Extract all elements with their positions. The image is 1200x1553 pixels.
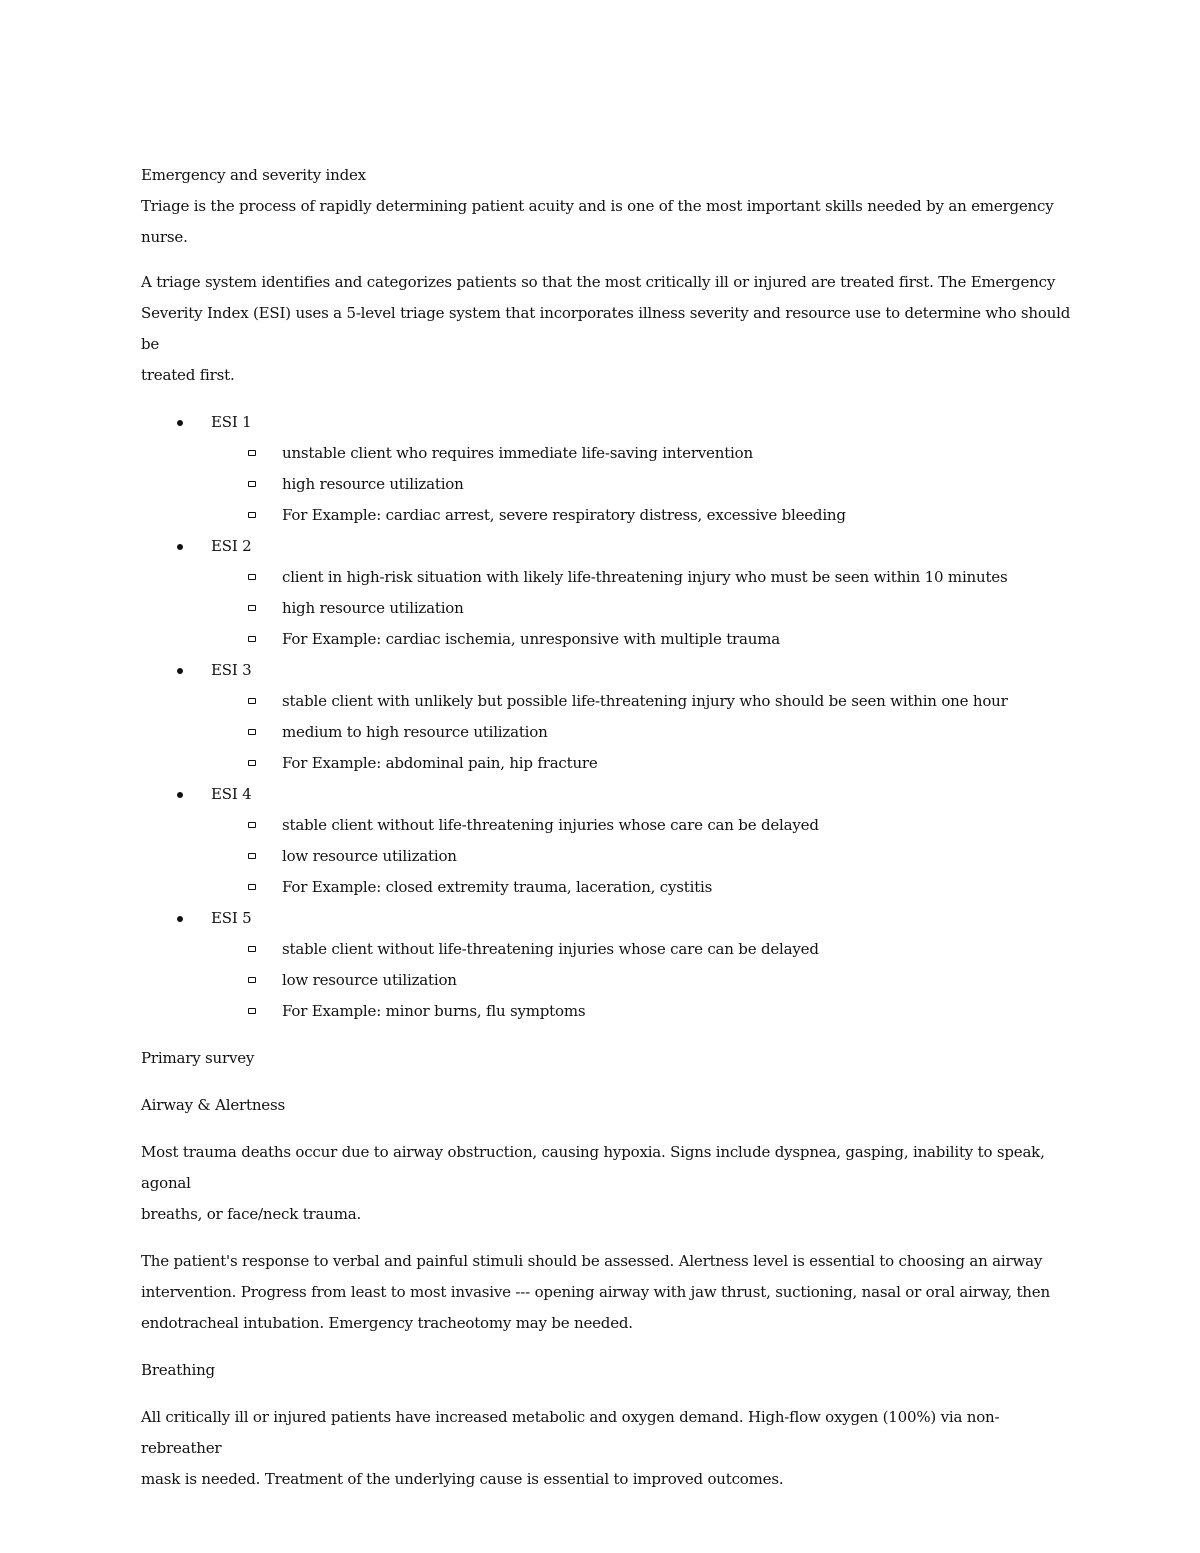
esi-detail-text: client in high-risk situation with likely life-threatening injury who must be seen within 10 minutes bbox=[282, 568, 1008, 586]
esi-detail-text: high resource utilization bbox=[282, 599, 464, 617]
paragraph-line: breaths, or face/neck trauma. bbox=[141, 1205, 362, 1223]
paragraph-line: The patient's response to verbal and painful stimuli should be assessed. Alertness level is essential to choosing an airway bbox=[141, 1252, 1043, 1270]
sub-bullet-icon bbox=[248, 512, 256, 518]
esi-detail-item bbox=[141, 500, 1071, 531]
paragraph-line: All critically ill or injured patients have increased metabolic and oxygen demand. High-flow oxygen (100%) via non-rebreather bbox=[141, 1408, 1000, 1457]
esi-detail-text: low resource utilization bbox=[282, 847, 457, 865]
sub-bullet-icon bbox=[248, 760, 256, 766]
esi-level-label: ESI 4 bbox=[211, 785, 252, 803]
paragraph-line: mask is needed. Treatment of the underlying cause is essential to improved outcomes. bbox=[141, 1470, 784, 1488]
bullet-icon bbox=[177, 544, 183, 550]
esi-level-label: ESI 2 bbox=[211, 537, 252, 555]
esi-detail-text: For Example: minor burns, flu symptoms bbox=[282, 1002, 586, 1020]
sub-bullet-icon bbox=[248, 698, 256, 704]
esi-detail-item bbox=[141, 624, 1071, 655]
esi-detail-item bbox=[141, 593, 1071, 624]
esi-detail-text: low resource utilization bbox=[282, 971, 457, 989]
esi-detail-item bbox=[141, 934, 1071, 965]
esi-detail-item bbox=[141, 810, 1071, 841]
esi-detail-text: For Example: abdominal pain, hip fracture bbox=[282, 754, 598, 772]
sub-bullet-icon bbox=[248, 1008, 256, 1014]
bullet-icon bbox=[177, 668, 183, 674]
esi-detail-text: stable client without life-threatening injuries whose care can be delayed bbox=[282, 940, 819, 958]
esi-detail-text: stable client without life-threatening injuries whose care can be delayed bbox=[282, 816, 819, 834]
esi-level-label: ESI 1 bbox=[211, 413, 252, 431]
bullet-icon bbox=[177, 420, 183, 426]
document-page bbox=[141, 160, 1071, 1511]
paragraph-line: intervention. Progress from least to most invasive --- opening airway with jaw thrust, suctioning, nasal or oral airway, then bbox=[141, 1283, 1050, 1301]
esi-detail-item bbox=[141, 841, 1071, 872]
bullet-icon bbox=[177, 916, 183, 922]
sub-bullet-icon bbox=[248, 574, 256, 580]
esi-level-item bbox=[141, 531, 1071, 562]
esi-detail-item bbox=[141, 686, 1071, 717]
paragraph-line: Most trauma deaths occur due to airway obstruction, causing hypoxia. Signs include dyspnea, gasping, inability to speak, agonal bbox=[141, 1143, 1045, 1192]
esi-detail-item bbox=[141, 748, 1071, 779]
esi-detail-text: medium to high resource utilization bbox=[282, 723, 548, 741]
esi-detail-item bbox=[141, 562, 1071, 593]
intro-paragraph: Triage is the process of rapidly determining patient acuity and is one of the most important skills needed by an emergency nurse. bbox=[141, 197, 1054, 246]
esi-detail-item bbox=[141, 965, 1071, 996]
esi-level-item bbox=[141, 779, 1071, 810]
paragraph-line: A triage system identifies and categorizes patients so that the most critically ill or injured are treated first. The Emergency bbox=[141, 273, 1056, 291]
esi-detail-text: For Example: closed extremity trauma, laceration, cystitis bbox=[282, 878, 713, 896]
sub-bullet-icon bbox=[248, 605, 256, 611]
esi-detail-text: For Example: cardiac arrest, severe respiratory distress, excessive bleeding bbox=[282, 506, 846, 524]
breathing-heading: Breathing bbox=[141, 1361, 215, 1379]
sub-bullet-icon bbox=[248, 481, 256, 487]
esi-level-label: ESI 5 bbox=[211, 909, 252, 927]
esi-detail-item bbox=[141, 717, 1071, 748]
bullet-icon bbox=[177, 792, 183, 798]
sub-bullet-icon bbox=[248, 636, 256, 642]
sub-bullet-icon bbox=[248, 853, 256, 859]
paragraph-line: treated first. bbox=[141, 366, 235, 384]
sub-bullet-icon bbox=[248, 729, 256, 735]
airway-heading: Airway & Alertness bbox=[141, 1096, 285, 1114]
sub-bullet-icon bbox=[248, 977, 256, 983]
esi-detail-text: unstable client who requires immediate life-saving intervention bbox=[282, 444, 753, 462]
esi-detail-item bbox=[141, 438, 1071, 469]
esi-level-item bbox=[141, 407, 1071, 438]
paragraph-line: Severity Index (ESI) uses a 5-level triage system that incorporates illness severity and resource use to determine who should be bbox=[141, 304, 1071, 353]
airway-paragraph-1 bbox=[141, 1137, 1071, 1230]
esi-level-label: ESI 3 bbox=[211, 661, 252, 679]
esi-level-item bbox=[141, 655, 1071, 686]
sub-bullet-icon bbox=[248, 822, 256, 828]
sub-bullet-icon bbox=[248, 884, 256, 890]
esi-detail-item bbox=[141, 469, 1071, 500]
esi-level-item bbox=[141, 903, 1071, 934]
primary-survey-heading: Primary survey bbox=[141, 1049, 255, 1067]
breathing-paragraph bbox=[141, 1402, 1071, 1495]
document-title: Emergency and severity index bbox=[141, 166, 366, 184]
paragraph-line: endotracheal intubation. Emergency tracheotomy may be needed. bbox=[141, 1314, 633, 1332]
esi-detail-item bbox=[141, 872, 1071, 903]
sub-bullet-icon bbox=[248, 946, 256, 952]
sub-bullet-icon bbox=[248, 450, 256, 456]
esi-detail-text: stable client with unlikely but possible life-threatening injury who should be seen within one hour bbox=[282, 692, 1008, 710]
esi-detail-text: For Example: cardiac ischemia, unresponsive with multiple trauma bbox=[282, 630, 780, 648]
esi-detail-item bbox=[141, 996, 1071, 1027]
airway-paragraph-2 bbox=[141, 1246, 1071, 1339]
esi-detail-text: high resource utilization bbox=[282, 475, 464, 493]
triage-paragraph bbox=[141, 267, 1071, 391]
esi-list bbox=[141, 407, 1071, 1027]
